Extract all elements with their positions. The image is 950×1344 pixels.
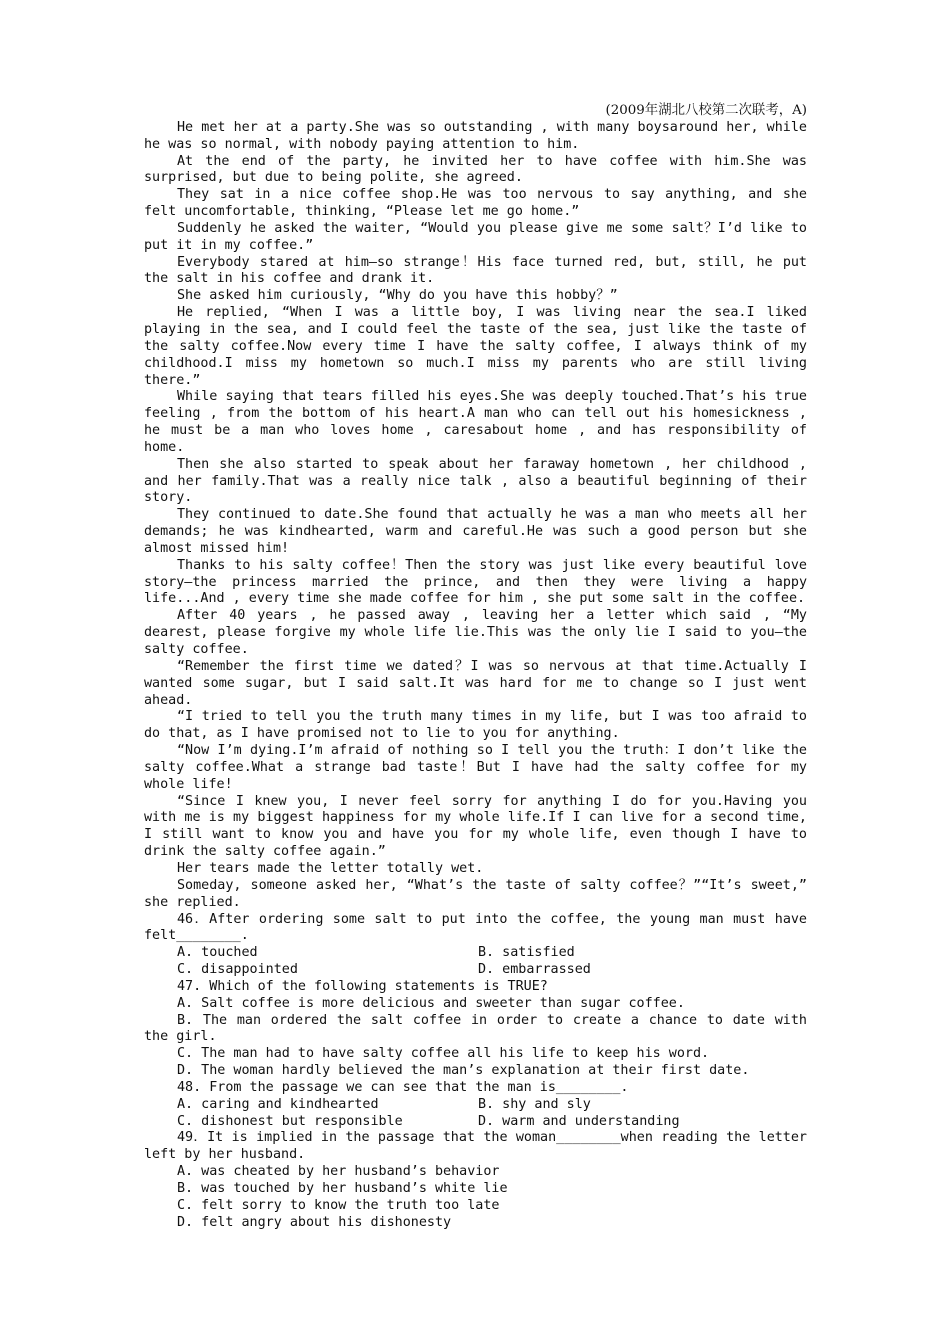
option-b: B. shy and sly <box>478 1096 591 1112</box>
passage-paragraph: They continued to date.She found that actually he was a man who meets all her demands; he was kindhearted, warm and careful.He was such a good person but she almost missed him! <box>144 507 807 556</box>
passage-paragraph: Her tears made the letter totally wet. <box>177 860 484 876</box>
passage-paragraph: He replied, “When I was a little boy, I was living near the sea.I liked playing in the sea, and I could feel the taste of the sea, just like the taste of the salty coffee.Now every time I have the salty coffee, I always think of my childhood.I miss my hometown so much.I miss my parents who are still living there.” <box>144 305 807 388</box>
option-a: A. touched <box>177 945 258 961</box>
option-row <box>144 1097 807 1114</box>
passage-paragraph: After 40 years , he passed away , leaving her a letter which said , “My dearest, please forgive my whole life lie.This was the only lie I said to you—the salty coffee. <box>144 608 807 657</box>
option-b: B. satisfied <box>478 945 575 961</box>
document-page <box>144 103 807 1232</box>
option-d: D. felt angry about his dishonesty <box>177 1214 452 1230</box>
option-d: D. The woman hardly believed the man’s explanation at their first date. <box>177 1063 750 1079</box>
passage-paragraph: Suddenly he asked the waiter, “Would you please give me some salt？I’d like to put it in my coffee.” <box>144 220 807 253</box>
question-stem: 48. From the passage we can see that the man is________. <box>177 1079 629 1095</box>
passage-paragraph: “Remember the first time we dated？I was so nervous at that time.Actually I wanted some sugar, but I said salt.It was hard for me to change so I just went ahead. <box>144 658 807 708</box>
question-46 <box>144 912 807 979</box>
option-a: A. Salt coffee is more delicious and sweeter than sugar coffee. <box>177 995 685 1011</box>
option-a: A. was cheated by her husband’s behavior <box>177 1164 500 1180</box>
passage-paragraph: “Now I’m dying.I’m afraid of nothing so I tell you the truth：I don’t like the salty coffee.What a strange bad taste！But I have had the salty coffee for my whole life! <box>144 743 807 792</box>
passage-paragraph: She asked him curiously, “Why do you have this hobby？” <box>177 288 618 304</box>
question-stem: 49．It is implied in the passage that the woman________when reading the letter left by her husband. <box>144 1130 807 1163</box>
question-49 <box>144 1130 807 1231</box>
passage-paragraph: They sat in a nice coffee shop.He was too nervous to say anything, and she felt uncomfortable, thinking, “Please let me go home.” <box>144 187 807 220</box>
option-b: B. The man ordered the salt coffee in order to create a chance to date with the girl. <box>144 1012 807 1045</box>
question-stem: 46．After ordering some salt to put into the coffee, the young man must have felt________. <box>144 911 807 944</box>
passage-paragraph: “I tried to tell you the truth many times in my life, but I was too afraid to do that, as I have promised not to lie to you for anything. <box>144 709 807 742</box>
question-47 <box>144 979 807 1080</box>
option-c: C. The man had to have salty coffee all his life to keep his word. <box>177 1046 710 1062</box>
passage-paragraph: He met her at a party.She was so outstanding , with many boysaround her, while he was so normal, with nobody paying attention to him. <box>144 119 807 152</box>
option-c: C. felt sorry to know the truth too late <box>177 1197 500 1213</box>
option-d: D. embarrassed <box>478 962 591 978</box>
passage-paragraph: Then she also started to speak about her faraway hometown , her childhood , and her family.That was a really nice talk , also a beautiful beginning of their story. <box>144 456 807 506</box>
option-row <box>144 945 807 962</box>
option-a: A. caring and kindhearted <box>177 1096 379 1112</box>
question-48 <box>144 1080 807 1131</box>
question-stem: 47. Which of the following statements is TRUE? <box>177 978 548 994</box>
passage-paragraph: “Since I knew you, I never feel sorry for anything I do for you.Having you with me is my biggest happiness for my whole life.If I can live for a second time, I still want to know you and have you for my whole life, even though I have to drink the salty coffee again.” <box>144 793 807 860</box>
passage-paragraph: Thanks to his salty coffee！Then the story was just like every beautiful love story—the princess married the prince, and then they were living a happy life...And , every time she made coffee for him , she put some salt in the coffee. <box>144 557 807 607</box>
option-b: B. was touched by her husband’s white lie <box>177 1181 508 1196</box>
passage-paragraph: Everybody stared at him—so strange！His face turned red, but, still, he put the salt in his coffee and drank it. <box>144 254 807 287</box>
passage-paragraph: Someday, someone asked her, “What’s the taste of salty coffee？”“It’s sweet,” she replied. <box>144 877 807 910</box>
option-row <box>144 962 807 979</box>
option-row <box>144 1114 807 1131</box>
option-d: D. warm and understanding <box>478 1113 680 1129</box>
source-note: (2009年湖北八校第二次联考，A) <box>605 103 807 118</box>
option-c: C. disappointed <box>177 962 298 978</box>
option-c: C. dishonest but responsible <box>177 1113 403 1129</box>
passage-paragraph: While saying that tears filled his eyes.She was deeply touched.That’s his true feeling , from the bottom of his heart.A man who can tell out his homesickness , he must be a man who loves home , caresabout home , and has responsibility of home. <box>144 389 807 455</box>
passage-paragraph: At the end of the party, he invited her to have coffee with him.She was surprised, but due to being polite, she agreed. <box>144 153 807 186</box>
